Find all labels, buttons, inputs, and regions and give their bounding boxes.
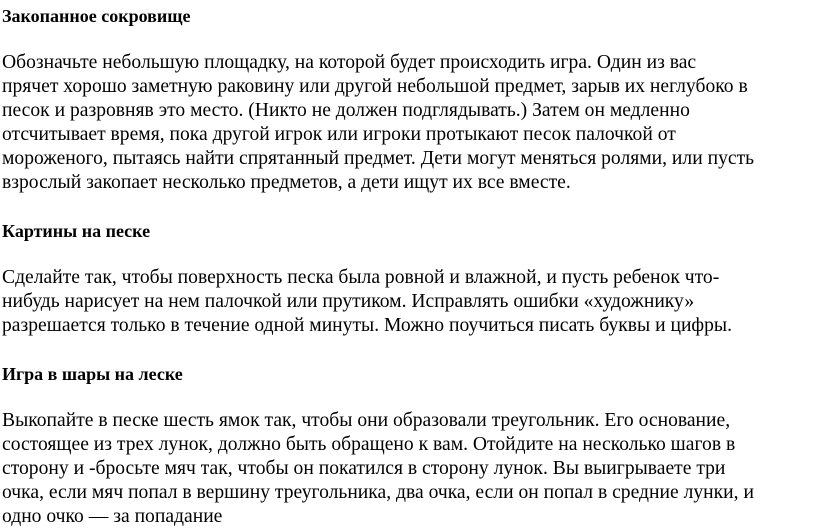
paragraph-line: Обозначьте небольшую площадку, на которой будет происходить игра. Один из вас — [2, 52, 697, 73]
paragraph-line: нибудь нарисует на нем палочкой или прутиком. Исправлять ошибки «художнику» — [2, 291, 695, 312]
section-heading: Игра в шары на леске — [2, 364, 183, 384]
paragraph-line: одно очко — за попадание — [2, 506, 223, 527]
paragraph-line: взрослый закопает несколько предметов, а дети ищут их все вместе. — [2, 172, 571, 193]
paragraph-line: Сделайте так, чтобы поверхность песка была ровной и влажной, и пусть ребенок что- — [2, 267, 720, 288]
paragraph-line: мороженого, пытаясь найти спрятанный предмет. Дети могут меняться ролями, или пусть — [2, 148, 755, 169]
paragraph-line: песок и разровняв это место. (Никто не должен подглядывать.) Затем он медленно — [2, 100, 690, 121]
paragraph-line: отсчитывает время, пока другой игрок или игроки протыкают песок палочкой от — [2, 124, 676, 145]
paragraph-line: очка, если мяч попал в вершину треугольника, два очка, если он попал в средние лунки, и — [2, 482, 754, 503]
section-heading: Картины на песке — [2, 221, 151, 241]
paragraph-line: прячет хорошо заметную раковину или другой небольшой предмет, зарыв их неглубоко в — [2, 76, 748, 97]
paragraph-line: состоящее из трех лунок, должно быть обращено к вам. Отойдите на несколько шагов в — [2, 434, 736, 455]
paragraph-line: разрешается только в течение одной минуты. Можно поучиться писать буквы и цифры. — [2, 315, 732, 336]
section-heading: Закопанное сокровище — [2, 6, 191, 26]
paragraph-line: сторону и -бросьте мяч так, чтобы он покатился в сторону лунок. Вы выигрываете три — [2, 458, 726, 479]
paragraph-line: Выкопайте в песке шесть ямок так, чтобы они образовали треугольник. Его основание, — [2, 410, 731, 431]
